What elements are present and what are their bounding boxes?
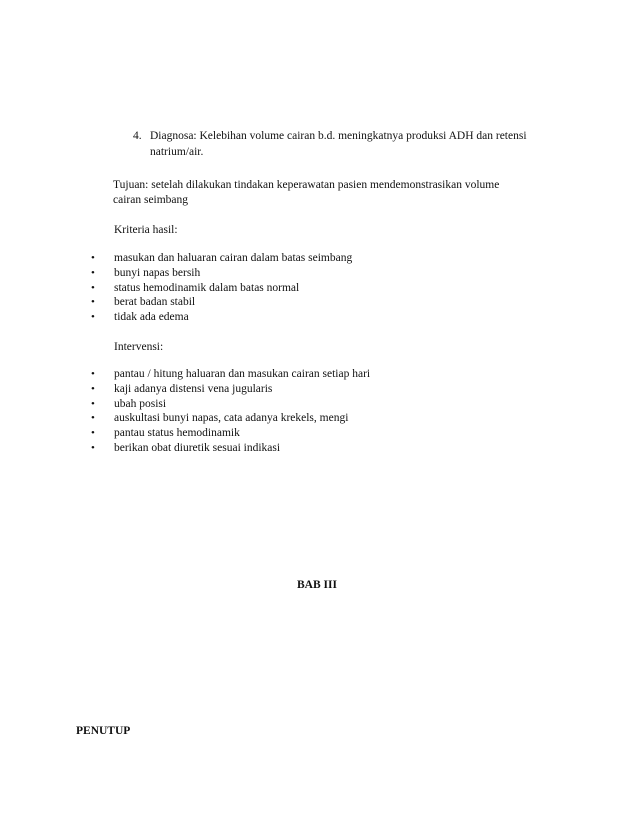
list-item: • tidak ada edema bbox=[91, 311, 189, 324]
bullet-icon: • bbox=[91, 252, 95, 264]
list-item: • berikan obat diuretik sesuai indikasi bbox=[91, 441, 281, 454]
list-item: • bunyi napas bersih bbox=[91, 266, 201, 279]
list-item: • berat badan stabil bbox=[91, 296, 196, 309]
bullet-icon: • bbox=[91, 382, 95, 395]
bullet-icon: • bbox=[91, 296, 95, 309]
list-item: • auskultasi bunyi napas, cata adanya krekels, mengi bbox=[91, 412, 349, 425]
diagnosis-line-1: Diagnosa: Kelebihan volume cairan b.d. meningkatnya produksi ADH dan retensi bbox=[150, 130, 527, 142]
bullet-icon: • bbox=[91, 412, 95, 425]
tujuan-line-1: Tujuan: setelah dilakukan tindakan keperawatan pasien mendemonstrasikan volume bbox=[113, 179, 500, 191]
diagnosis-line-2: natrium/air. bbox=[150, 146, 204, 158]
penutup-heading: PENUTUP bbox=[76, 725, 131, 737]
diagnosis-number: 4. bbox=[133, 130, 142, 142]
bullet-icon: • bbox=[91, 368, 95, 380]
list-item: • status hemodinamik dalam batas normal bbox=[91, 281, 300, 294]
list-item: • pantau / hitung haluaran dan masukan cairan setiap hari bbox=[91, 368, 371, 380]
list-item: • ubah posisi bbox=[91, 397, 167, 410]
kriteria-label: Kriteria hasil: bbox=[114, 224, 178, 236]
bullet-icon: • bbox=[91, 427, 95, 440]
kriteria-list bbox=[0, 251, 638, 325]
list-item: • pantau status hemodinamik bbox=[91, 427, 240, 440]
bullet-icon: • bbox=[91, 397, 95, 410]
bullet-icon: • bbox=[91, 281, 95, 294]
list-item: • masukan dan haluaran cairan dalam batas seimbang bbox=[91, 252, 353, 264]
list-item: • kaji adanya distensi vena jugularis bbox=[91, 382, 273, 395]
intervensi-list bbox=[0, 367, 638, 456]
bullet-icon: • bbox=[91, 441, 95, 454]
bullet-icon: • bbox=[91, 266, 95, 279]
bullet-icon: • bbox=[91, 311, 95, 324]
bab-heading: BAB III bbox=[297, 579, 337, 591]
tujuan-line-2: cairan seimbang bbox=[113, 194, 189, 206]
intervensi-label: Intervensi: bbox=[114, 341, 164, 353]
